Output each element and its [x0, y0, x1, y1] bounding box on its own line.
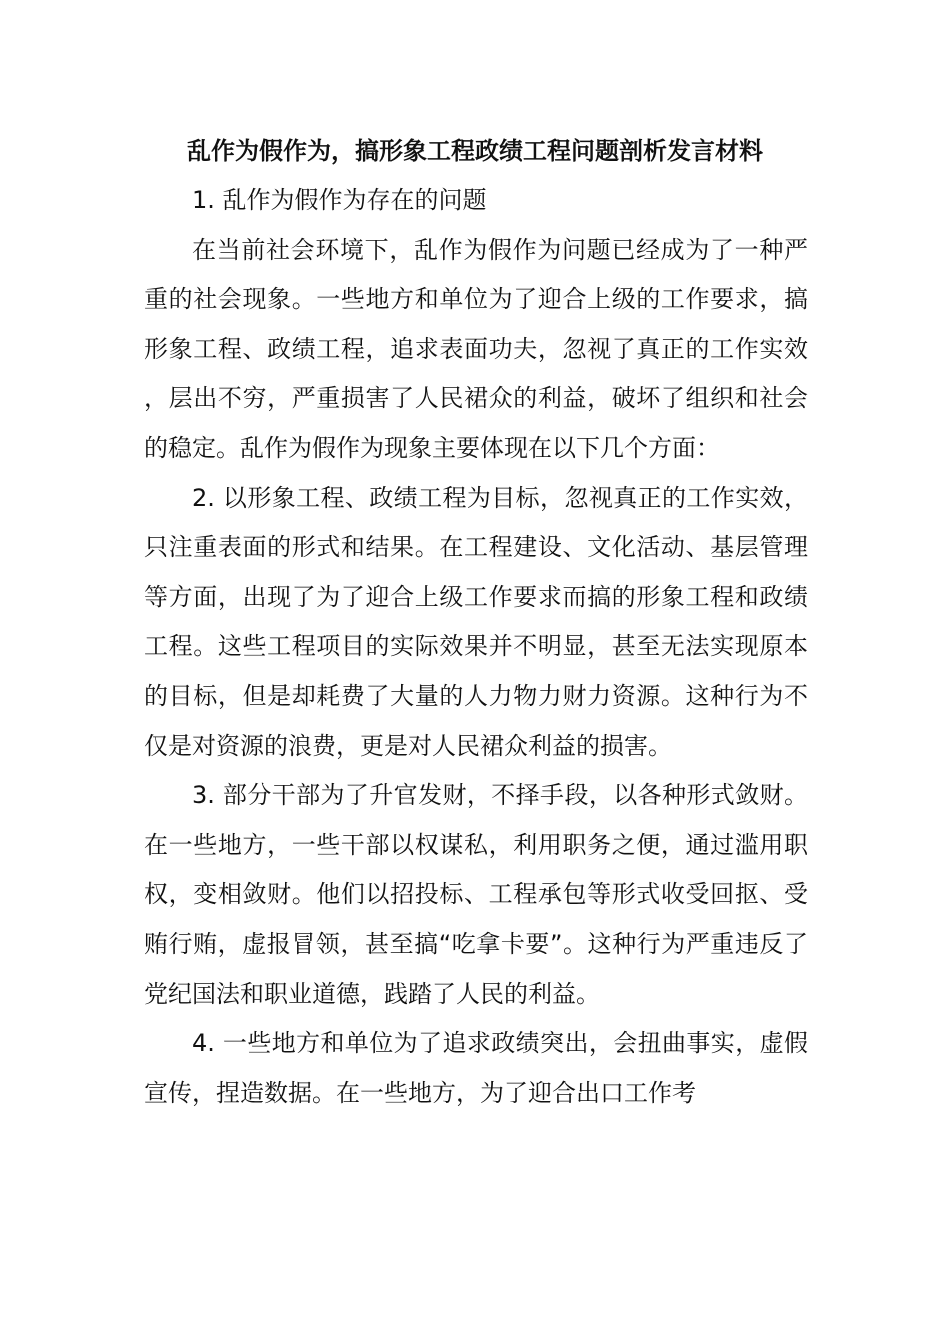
- document-body: [144, 176, 808, 1118]
- paragraph-heading-1: 1. 乱作为假作为存在的问题: [192, 186, 487, 214]
- paragraph-point-3: 3. 部分干部为了升官发财，不择手段，以各种形式敛财。在一些地方，一些干部以权谋私，利用职务之便，通过滥用职权，变相敛财。他们以招投标、工程承包等形式收受回抠、受贿行贿，虚报冒领，甚至搞“吃拿卡要”。这种行为严重违反了党纪国法和职业道德，践踏了人民的利益。: [144, 781, 808, 1008]
- paragraph-point-2: 2. 以形象工程、政绩工程为目标，忽视真正的工作实效，只注重表面的形式和结果。在工程建设、文化活动、基层管理等方面，出现了为了迎合上级工作要求而搞的形象工程和政绩工程。这些工程项目的实际效果并不明显，甚至无法实现原本的目标，但是却耗费了大量的人力物力财力资源。这种行为不仅是对资源的浪费，更是对人民裙众利益的损害。: [144, 483, 808, 760]
- paragraph-point-4: 4. 一些地方和单位为了追求政绩突出，会扭曲事实，虚假宣传，捏造数据。在一些地方，为了迎合出口工作考: [144, 1029, 808, 1107]
- paragraph-intro: 在当前社会环境下，乱作为假作为问题已经成为了一种严重的社会现象。一些地方和单位为了迎合上级的工作要求，搞形象工程、政绩工程，追求表面功夫，忽视了真正的工作实效，层出不穷，严重损害了人民裙众的利益，破坏了组织和社会的稳定。乱作为假作为现象主要体现在以下几个方面：: [144, 235, 808, 462]
- document-title: 乱作为假作为，搞形象工程政绩工程问题剖析发言材料: [187, 137, 763, 165]
